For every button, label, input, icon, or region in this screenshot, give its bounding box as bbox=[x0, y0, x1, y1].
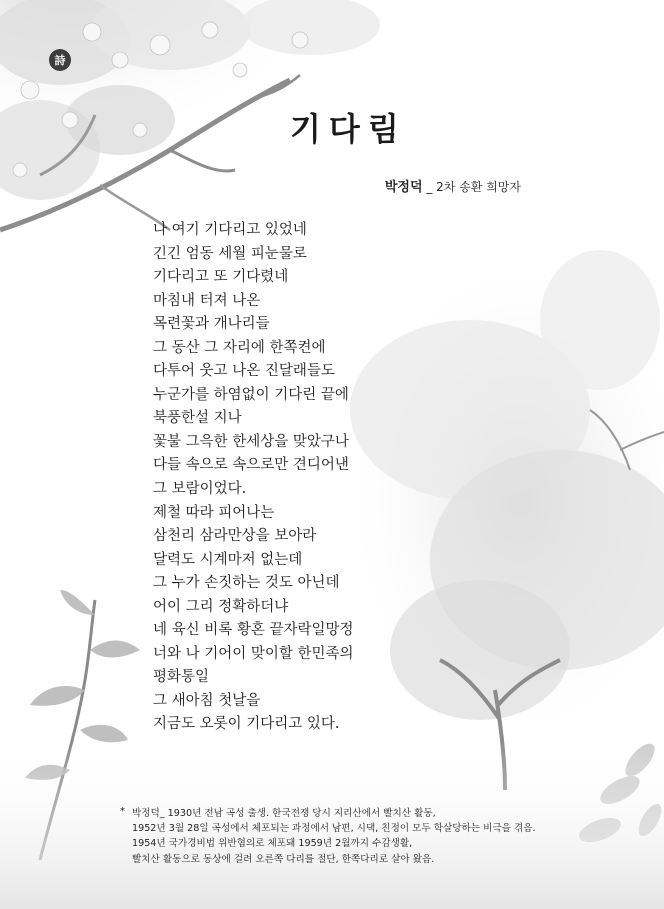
footnote-line: 1952년 3월 28일 곡성에서 체포되는 과정에서 남편, 시댁, 친정이 모두 학살당하는 비극을 겪음. bbox=[132, 823, 536, 835]
poem-line: 그 동산 그 자리에 한쪽켠에 bbox=[153, 339, 326, 356]
author-name: 박정덕 bbox=[384, 180, 423, 195]
poem-line: 마침내 터져 나온 bbox=[153, 292, 261, 309]
poem-line: 다투어 웃고 나온 진달래들도 bbox=[153, 363, 335, 380]
author-role: 2차 송환 희망자 bbox=[436, 180, 521, 194]
poem-line: 제철 따라 피어나는 bbox=[153, 504, 275, 521]
poem-line: 나 여기 기다리고 있었네 bbox=[153, 222, 307, 238]
poem-body bbox=[153, 219, 354, 737]
author-byline bbox=[385, 176, 521, 195]
poem-line: 북풍한설 지나 bbox=[153, 410, 242, 427]
poem-line: 지금도 오롯이 기다리고 있다. bbox=[153, 716, 340, 733]
poem-title: 기다림 bbox=[290, 110, 407, 148]
footnote-line: 1954년 국가경비법 위반혐의로 체포돼 1959년 2월까지 수감생활, bbox=[132, 838, 413, 850]
poem-category-badge: 詩 bbox=[49, 49, 71, 71]
poem-line: 너와 나 기어이 맞이할 한민족의 bbox=[153, 645, 354, 662]
poem-line: 네 육신 비록 황혼 끝자락일망정 bbox=[153, 622, 354, 639]
poem-line: 그 누가 손짓하는 것도 아닌데 bbox=[153, 575, 340, 592]
poem-line: 그 보람이었다. bbox=[153, 481, 247, 498]
poem-line: 평화통일 bbox=[153, 669, 210, 686]
poem-line: 목련꽃과 개나리들 bbox=[153, 316, 270, 333]
poem-line: 꽃불 그윽한 한세상을 맞았구나 bbox=[153, 433, 349, 450]
poem-line: 긴긴 엄동 세월 피눈물로 bbox=[153, 245, 307, 262]
byline-separator: _ bbox=[422, 180, 437, 194]
poem-line: 다들 속으로 속으로만 견디어낸 bbox=[153, 457, 349, 474]
poem-line: 어이 그리 정확하더냐 bbox=[153, 598, 289, 615]
footnote-line: 박정덕_ 1930년 전남 곡성 출생. 한국전쟁 당시 지리산에서 빨치산 활동, bbox=[132, 808, 436, 819]
poem-line: 기다리고 또 기다렸네 bbox=[153, 269, 289, 286]
footnote-line: 빨치산 활동으로 동상에 걸려 오른쪽 다리를 절단, 한쪽다리로 살아 왔음. bbox=[132, 853, 435, 865]
poem-line: 달력도 시계마저 없는데 bbox=[153, 551, 303, 568]
poem-line: 그 새아침 첫날을 bbox=[153, 692, 261, 709]
author-footnote bbox=[120, 806, 536, 867]
poem-line: 누군가를 하염없이 기다린 끝에 bbox=[153, 386, 349, 403]
blossom-tree-right bbox=[340, 250, 664, 790]
footnote-marker: * bbox=[120, 806, 125, 817]
poem-line: 삼천리 삼라만상을 보아라 bbox=[153, 528, 317, 545]
